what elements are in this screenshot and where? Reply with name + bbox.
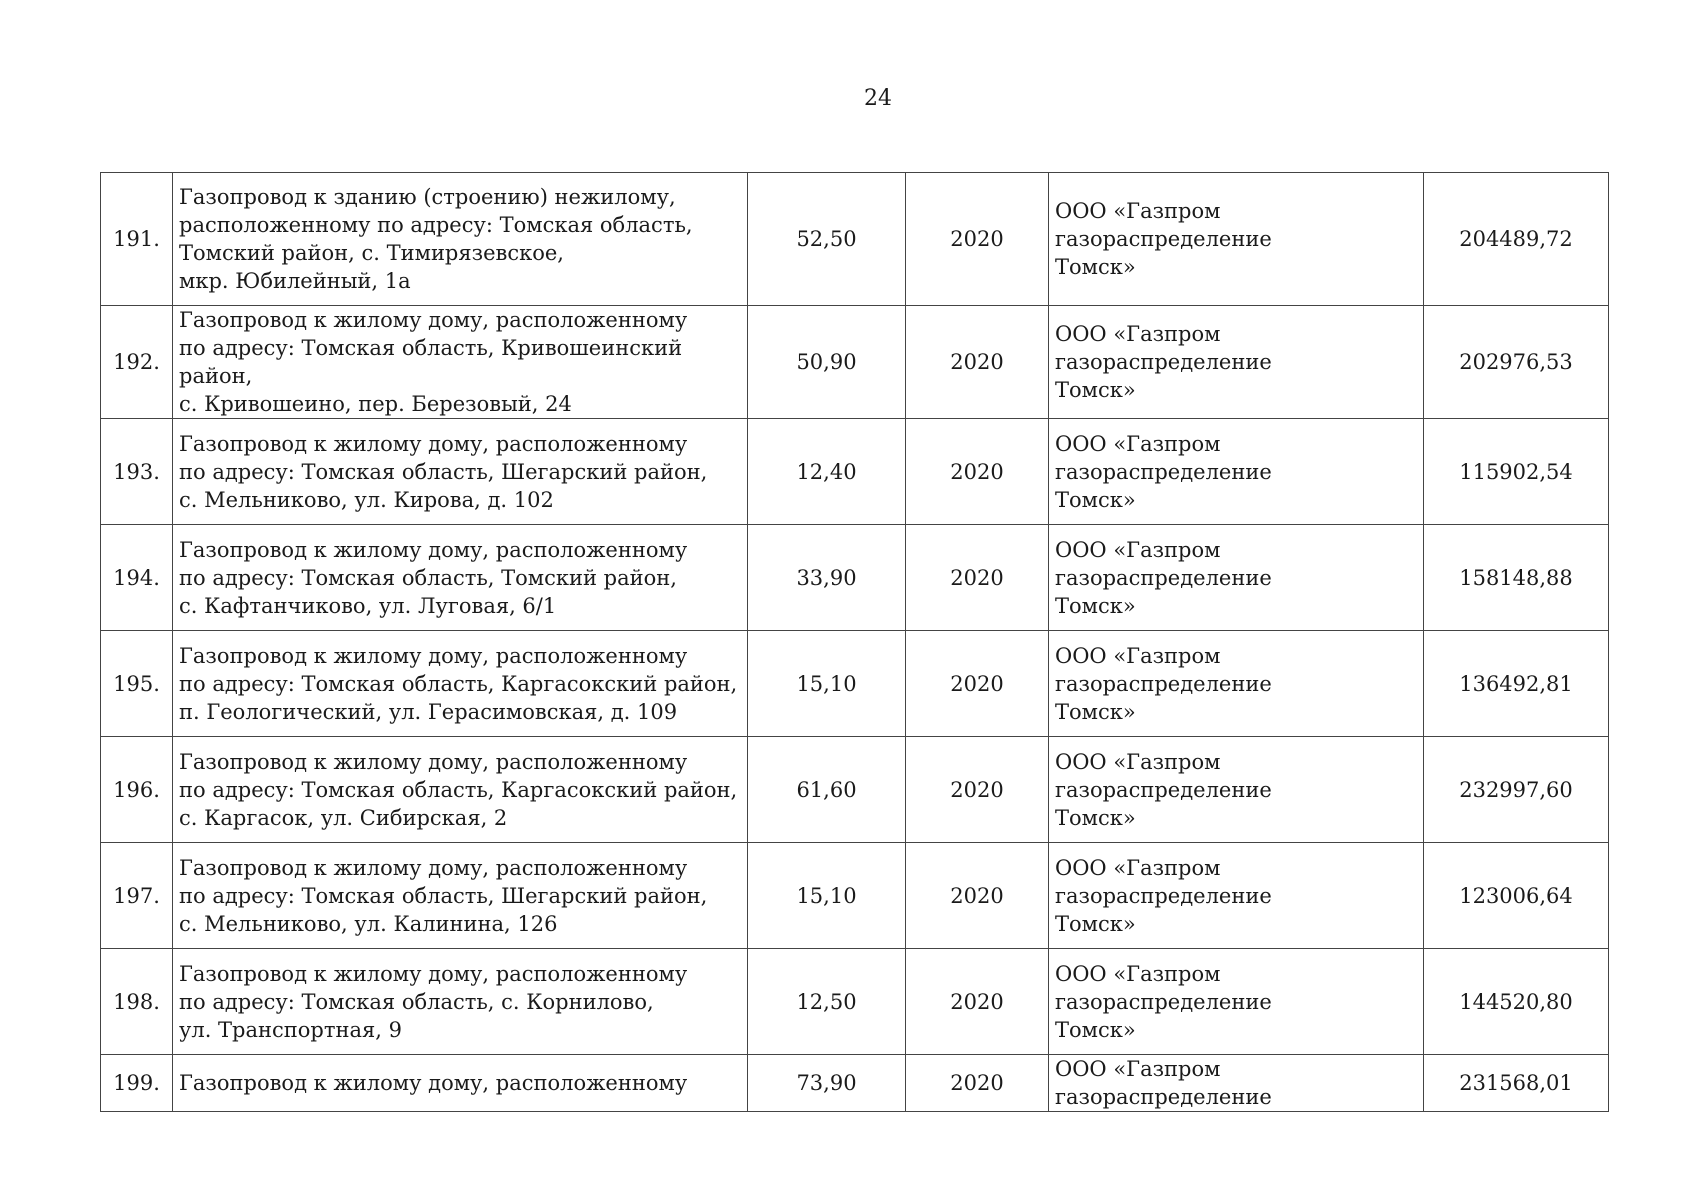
object-name [173,525,748,631]
commission-year: 2020 [906,631,1049,737]
object-name-line: Газопровод к жилому дому, расположенному [179,643,688,668]
table-row [101,306,1609,419]
owner-organization-line: Томск» [1055,487,1136,512]
row-number: 191. [101,173,173,306]
owner-organization-line: Томск» [1055,1017,1136,1042]
owner-organization-line: Томск» [1055,805,1136,830]
row-number: 198. [101,949,173,1055]
commission-year: 2020 [906,306,1049,419]
row-number: 193. [101,419,173,525]
table-row [101,843,1609,949]
object-name-line: с. Мельниково, ул. Калинина, 126 [179,911,558,936]
pipeline-length: 52,50 [748,173,906,306]
object-name-line: с. Кривошеино, пер. Березовый, 24 [179,392,572,416]
commission-year: 2020 [906,525,1049,631]
owner-organization [1049,1055,1424,1112]
page-number: 24 [864,86,892,111]
object-name-line: по адресу: Томская область, Томский район, [179,565,677,590]
pipeline-length: 73,90 [748,1055,906,1112]
pipeline-length: 12,40 [748,419,906,525]
owner-organization-line: ООО «Газпром газораспределение [1055,199,1272,251]
object-name-line: Газопровод к жилому дому, расположенному [179,855,688,880]
owner-organization [1049,631,1424,737]
object-name [173,737,748,843]
object-name-line: Газопровод к жилому дому, расположенному [179,537,688,562]
owner-organization [1049,525,1424,631]
object-cost: 115902,54 [1424,419,1609,525]
object-name-line: мкр. Юбилейный, 1а [179,269,411,293]
object-name-line: по адресу: Томская область, Кривошеинский район, [179,336,683,388]
commission-year: 2020 [906,949,1049,1055]
commission-year: 2020 [906,173,1049,306]
table-row [101,1055,1609,1112]
object-name-line: Газопровод к жилому дому, расположенному [179,749,688,774]
owner-organization [1049,949,1424,1055]
commission-year: 2020 [906,1055,1049,1112]
table-row [101,631,1609,737]
owner-organization [1049,737,1424,843]
owner-organization [1049,419,1424,525]
object-name-line: Газопровод к жилому дому, расположенному [179,1071,688,1095]
object-name-line: Газопровод к жилому дому, расположенному [179,961,688,986]
owner-organization-line: ООО «Газпром газораспределение [1055,537,1272,590]
object-cost: 136492,81 [1424,631,1609,737]
object-cost: 123006,64 [1424,843,1609,949]
owner-organization [1049,306,1424,419]
object-name-line: по адресу: Томская область, Каргасокский район, [179,671,738,696]
owner-organization-line: Томск» [1055,378,1136,402]
owner-organization-line: Томск» [1055,593,1136,618]
pipeline-length: 15,10 [748,631,906,737]
owner-organization [1049,843,1424,949]
table-row [101,419,1609,525]
gas-pipeline-registry-table [100,172,1609,1112]
row-number: 199. [101,1055,173,1112]
object-name [173,1055,748,1112]
object-name [173,306,748,419]
object-name-line: по адресу: Томская область, Шегарский район, [179,883,708,908]
object-name-line: с. Кафтанчиково, ул. Луговая, 6/1 [179,593,557,618]
object-name-line: с. Каргасок, ул. Сибирская, 2 [179,805,508,830]
object-cost: 204489,72 [1424,173,1609,306]
object-cost: 202976,53 [1424,306,1609,419]
object-name-line: Томский район, с. Тимирязевское, [179,241,564,265]
owner-organization-line: ООО «Газпром газораспределение [1055,322,1272,374]
row-number: 192. [101,306,173,419]
object-name-line: с. Мельниково, ул. Кирова, д. 102 [179,487,554,512]
object-cost: 232997,60 [1424,737,1609,843]
object-name-line: по адресу: Томская область, Шегарский район, [179,459,708,484]
object-cost: 231568,01 [1424,1055,1609,1112]
owner-organization-line: ООО «Газпром газораспределение [1055,855,1272,908]
commission-year: 2020 [906,843,1049,949]
table-row [101,737,1609,843]
row-number: 197. [101,843,173,949]
pipeline-length: 50,90 [748,306,906,419]
owner-organization-line: ООО «Газпром газораспределение [1055,431,1272,484]
object-name-line: Газопровод к зданию (строению) нежилому, [179,185,676,209]
table-row [101,949,1609,1055]
owner-organization-line: ООО «Газпром газораспределение [1055,643,1272,696]
row-number: 194. [101,525,173,631]
row-number: 196. [101,737,173,843]
commission-year: 2020 [906,737,1049,843]
owner-organization-line: Томск» [1055,911,1136,936]
table-row [101,525,1609,631]
object-name-line: Газопровод к жилому дому, расположенному [179,431,688,456]
object-name-line: по адресу: Томская область, Каргасокский район, [179,777,738,802]
object-name [173,173,748,306]
owner-organization-line: ООО «Газпром газораспределение [1055,961,1272,1014]
object-name-line: Газопровод к жилому дому, расположенному [179,308,688,332]
object-cost: 158148,88 [1424,525,1609,631]
owner-organization-line: ООО «Газпром газораспределение [1055,1057,1272,1109]
object-name-line: ул. Транспортная, 9 [179,1017,402,1042]
owner-organization-line: Томск» [1055,699,1136,724]
object-name [173,419,748,525]
owner-organization-line: Томск» [1055,255,1136,279]
owner-organization-line: ООО «Газпром газораспределение [1055,749,1272,802]
object-name [173,631,748,737]
commission-year: 2020 [906,419,1049,525]
owner-organization [1049,173,1424,306]
object-name [173,949,748,1055]
object-name-line: расположенному по адресу: Томская область, [179,213,693,237]
object-cost: 144520,80 [1424,949,1609,1055]
pipeline-length: 12,50 [748,949,906,1055]
pipeline-length: 15,10 [748,843,906,949]
object-name-line: по адресу: Томская область, с. Корнилово, [179,989,654,1014]
pipeline-length: 33,90 [748,525,906,631]
object-name-line: п. Геологический, ул. Герасимовская, д. 109 [179,699,678,724]
object-name [173,843,748,949]
table-row [101,173,1609,306]
row-number: 195. [101,631,173,737]
pipeline-length: 61,60 [748,737,906,843]
